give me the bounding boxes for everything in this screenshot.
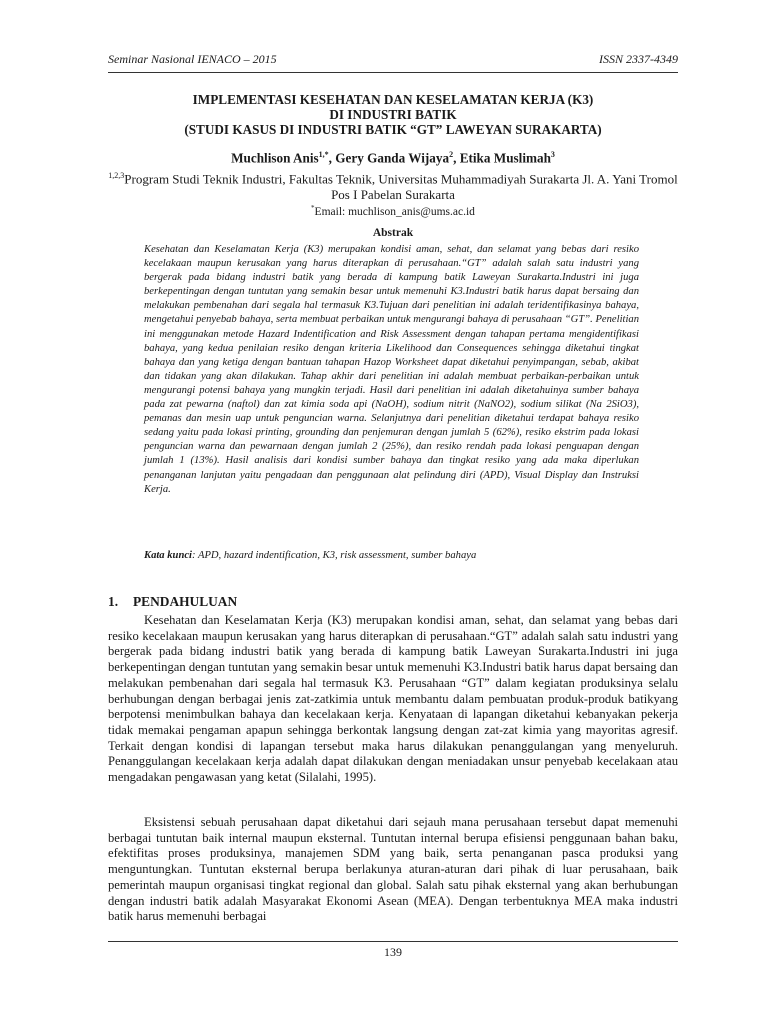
author-superscript: 3 [550, 150, 555, 159]
keywords-label: Kata kunci [144, 550, 192, 561]
email-text: Email: muchlison_anis@ums.ac.id [314, 205, 475, 218]
affiliation-text: Program Studi Teknik Industri, Fakultas Teknik, Universitas Muhammadiyah Surakarta Jl. A. Yani Tromol Pos I Pabelan Surakarta [124, 171, 678, 203]
conference-name: Seminar Nasional IENACO – 2015 [108, 52, 277, 66]
running-header [108, 50, 678, 73]
author-name: Muchlison Anis [231, 150, 319, 166]
corresponding-email [108, 204, 678, 218]
title-line-3: (STUDI KASUS DI INDUSTRI BATIK “GT” LAWEYAN SURAKARTA) [184, 122, 602, 137]
abstract-heading: Abstrak [372, 227, 414, 239]
paper-title [108, 92, 678, 137]
email-superscript: * [311, 204, 315, 212]
section-number: 1. [108, 594, 119, 609]
footer-divider [108, 941, 678, 942]
body-paragraph: Eksistensi sebuah perusahaan dapat diketahui dari sejauh mana perusahaan tersebut dapat memenuhi berbagai tuntutan baik internal maupun eksternal. Tuntutan internal berupa efisiensi penggunaan bahan baku, efektifitas proses produksinya, manajemen SDM yang baik, serta penanganan pasca produksi yang menguntungkan. Tuntutan eksternal berupa berlakunya aturan-aturan dari pihak di luar perusahaan, baik pemerintah maupun organisasi tingkat regional dan global. Salah satu pihak eksternal yang akan berhubungan dengan industri batik adalah Masyarakat Ekonomi Asean (MEA). Dengan terbentuknya MEA maka industri batik harus memenuhi berbagai [108, 815, 678, 924]
author-name: Gery Ganda Wijaya [335, 150, 450, 166]
keywords [144, 550, 639, 561]
keywords-text: : APD, hazard indentification, K3, risk assessment, sumber bahaya [191, 550, 477, 561]
author-superscript: 2 [449, 150, 454, 159]
body-paragraph: Kesehatan dan Keselamatan Kerja (K3) merupakan kondisi aman, sehat, dan selamat yang bebas dari resiko kecelakaan maupun kerusakan yang harus diterapkan di perusahaan.“GT” adalah salah satu industri yang bergerak pada bidang industri batik yang berada di kampung batik Laweyan Surakarta.Industri ini juga berkepentingan dengan tuntutan yang semakin besar untuk memenuhi K3.Industri batik harus dapat bersaing dan melakukan pembenahan dari segala hal termasuk K3. Perusahaan “GT” dalam kegiatan produksinya selalu berhubungan dengan berbagai jenis zat-zatkimia untuk membantu dalam pembuatan produk-produk batikyang berpotensi menimbulkan bahaya dan kecelakaan kerja. Kenyataan di lapangan diketahui kebanyakan pekerja tidak memakai pengaman apapun sehingga berkontak langsung dengan zat-zat kimia yang mayoritas agresif. Terkait dengan kondisi di lapangan tersebut maka harus dilakukan penanggulangan yang menyeluruh. Penanggulangan kecelakaan kerja adalah dapat dilakukan dengan meniadakan unsur penyebab kecelakaan atau mengadakan pengawasan yang ketat (Silalahi, 1995). [108, 613, 678, 785]
author-superscript: 1,* [318, 150, 329, 159]
section-title: PENDAHULUAN [133, 594, 238, 609]
abstract-body: Kesehatan dan Keselamatan Kerja (K3) merupakan kondisi aman, sehat, dan selamat yang bebas dari resiko kecelakaan maupun kerusakan yang harus diterapkan di perusahaan.“GT” adalah salah satu industri yang bergerak pada bidang industri batik yang berada di kampung batik Laweyan Surakarta.Industri ini juga berkepentingan dengan tuntutan yang semakin besar untuk memenuhi K3.Industri batik harus dapat bersaing dan melakukan pembenahan dari segala hal termasuk K3.Tujuan dari penelitian ini adalah teridentifikasinya bahaya, mengetahui penyebab bahaya, serta membuat perbaikan untuk mengurangi bahaya di perusahaan “GT”. Penelitian ini menggunakan metode Hazard Indentification and Risk Assessment dengan tahapan pertama mengidentifikasi bahaya, yang kedua penilaian resiko dengan kriteria Likelihood dan Consequences sehingga diketahui tingkat bahaya dan yang ketiga dengan bantuan tahapan Hazop Worksheet dapat diketahui penyimpangan, sebab, akibat dan tidakan yang akan dilakukan. Tahap akhir dari penelitian ini adalah membuat perbaikan-perbaikan untuk mengurangi potensi bahaya yang mungkin terjadi. Hasil dari penelitian ini adalah diketahuinya sumber bahaya pada zat pewarna (naftol) dan zat kimia soda api (NaOH), sodium nitrit (NaNO2), sodium silikat (Na 2SiO3), pemanas dan mesin uap untuk penguncian warna. Selanjutnya dari penelitian diketahui terdapat bahaya resiko sedang yaitu pada lokasi printing, grounding dan penjemuran dengan jumlah 5 (62%), resiko ekstrim pada lokasi penguncian warna dan pewarnaan dengan jumlah 2 (25%), dan resiko rendah pada lokasi penguapan dengan jumlah 1 (13%). Hasil analisis dari kondisi sumber bahaya dan tingkat resiko yang ada maka diperlukan penanganan lanjutan yaitu pengadaan dan penggunaan alat pelindung diri (APD), Visual Display dan Instruksi Kerja. [144, 244, 639, 495]
affiliation-superscript: 1,2,3 [108, 171, 125, 180]
section-heading [108, 594, 237, 610]
author-list: Muchlison Anis$^{1,*}$, Gery Ganda Wijaya$^2$, Etika Muslimah$^3$ [231, 150, 555, 166]
page-number: 139 [384, 945, 402, 959]
affiliation [108, 168, 678, 203]
title-line-1: IMPLEMENTASI KESEHATAN DAN KESELAMATAN KERJA (K3) [192, 92, 594, 107]
issn-label: ISSN 2337-4349 [599, 52, 678, 66]
title-line-2: DI INDUSTRI BATIK [329, 107, 457, 122]
author-name: Etika Muslimah [459, 150, 551, 166]
